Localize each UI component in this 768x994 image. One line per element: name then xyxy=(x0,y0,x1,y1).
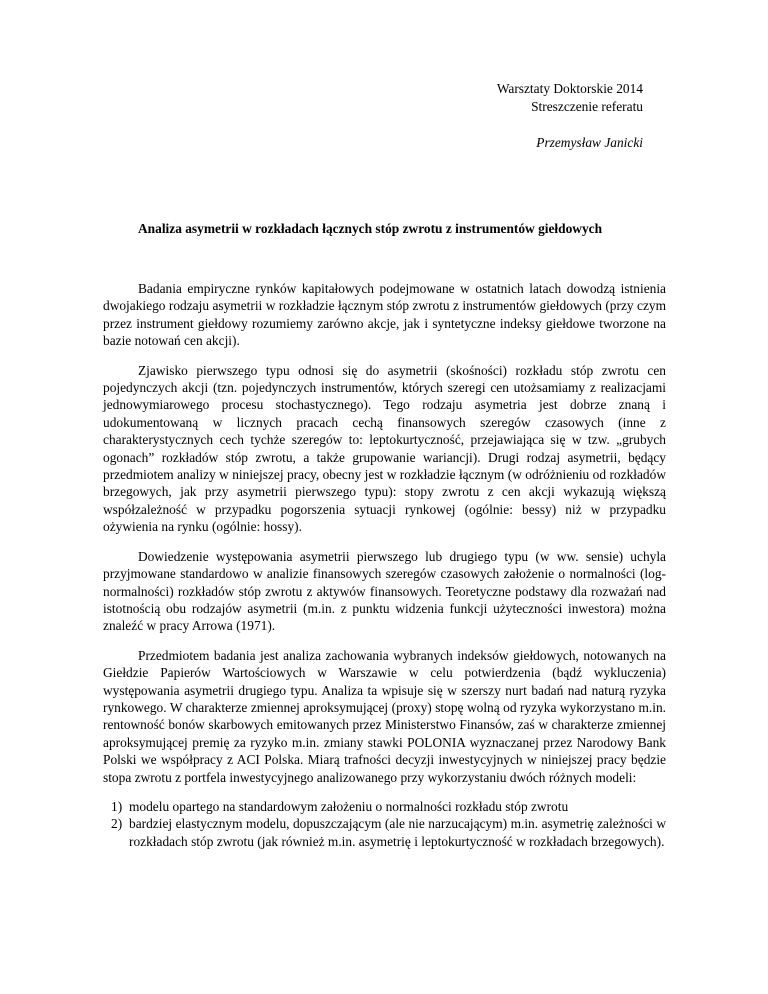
list-item-text: modelu opartego na standardowym założeniu o normalności rozkładu stóp zwrotu xyxy=(129,798,569,814)
document-header xyxy=(497,80,643,152)
paragraph: Badania empiryczne rynków kapitałowych podejmowane w ostatnich latach dowodzą istnienia dwojakiego rodzaju asymetrii w rozkładzie łącznym stóp zwrotu z instrumentów giełdowych (przy czym przez instrument giełdowy rozumiemy zarówno akcje, jak i syntetyczne indeksy giełdowe tworzone na bazie notowań cen akcji). xyxy=(103,281,666,349)
paragraph: Przedmiotem badania jest analiza zachowania wybranych indeksów giełdowych, notowanych na Giełdzie Papierów Wartościowych w Warszawie w celu potwierdzenia (bądź wykluczenia) występowania asymetrii drugiego typu. Analiza ta wpisuje się w szerszy nurt badań nad naturą ryzyka rynkowego. W charakterze zmiennej aproksymującej (proxy) stopę wolną od ryzyka wykorzystano m.in. rentowność bonów skarbowych emitowanych przez Ministerstwo Finansów, zaś w charakterze zmiennej aproksymującej premię za ryzyko m.in. zmiany stawki POLONIA wyznaczanej przez Narodowy Bank Polski we współpracy z ACI Polska. Miarą trafności decyzji inwestycyjnych w niniejszej pracy będzie stopa zwrotu z portfela inwestycyjnego analizowanego przy wykorzystaniu dwóch różnych modeli: xyxy=(103,647,666,785)
workshop-name: Warsztaty Doktorskie 2014 xyxy=(496,81,643,96)
list-item-number: 2) xyxy=(111,816,123,832)
models-list xyxy=(103,798,666,850)
list-item-number: 1) xyxy=(111,798,123,814)
document-type: Streszczenie referatu xyxy=(531,99,643,114)
document-title: Analiza asymetrii w rozkładach łącznych stóp zwrotu z instrumentów giełdowych xyxy=(138,221,603,236)
paragraph: Dowiedzenie występowania asymetrii pierwszego lub drugiego typu (w ww. sensie) uchyla przyjmowane standardowo w analizie finansowych szeregów czasowych założenie o normalności (log-normalności) rozkładów stóp zwrotu z aktywów finansowych. Teoretyczne podstawy dla rozważań nad istotnością obu rodzajów asymetrii (m.in. z punktu widzenia funkcji użyteczności inwestora) można znaleźć w pracy Arrowa (1971). xyxy=(103,548,666,634)
list-item-text: bardziej elastycznym modelu, dopuszczającym (ale nie narzucającym) m.in. asymetrię zależności w rozkładach stóp zwrotu (jak również m.in. asymetrię i leptokurtyczność w rozkładach brzegowych). xyxy=(129,816,666,849)
list-item xyxy=(103,798,666,815)
author-name: Przemysław Janicki xyxy=(536,135,643,150)
paragraph: Zjawisko pierwszego typu odnosi się do asymetrii (skośności) rozkładu stóp zwrotu cen pojedynczych akcji (tzn. pojedynczych instrumentów, których szeregi cen utożsamiamy z realizacjami jednowymiarowego procesu stochastycznego). Tego rodzaju asymetria jest dobrze znaną i udokumentowaną w licznych pracach cechą finansowych szeregów czasowych (inne z charakterystycznych cech tychże szeregów to: leptokurtyczność, przejawiająca się w tzw. „grubych ogonach” rozkładów stóp zwrotu, a także grupowanie wariancji). Drugi rodzaj asymetrii, będący przedmiotem analizy w niniejszej pracy, obecny jest w rozkładzie łącznym (w odróżnieniu od rozkładów brzegowych, jak przy asymetrii pierwszego typu): stopy zwrotu z cen akcji wykazują większą współzależność w przypadku pogorszenia sytuacji rynkowej (ogólnie: bessy) niż w przypadku ożywienia na rynku (ogólnie: hossy). xyxy=(103,362,666,535)
list-item xyxy=(103,815,666,850)
document-body xyxy=(103,280,666,850)
